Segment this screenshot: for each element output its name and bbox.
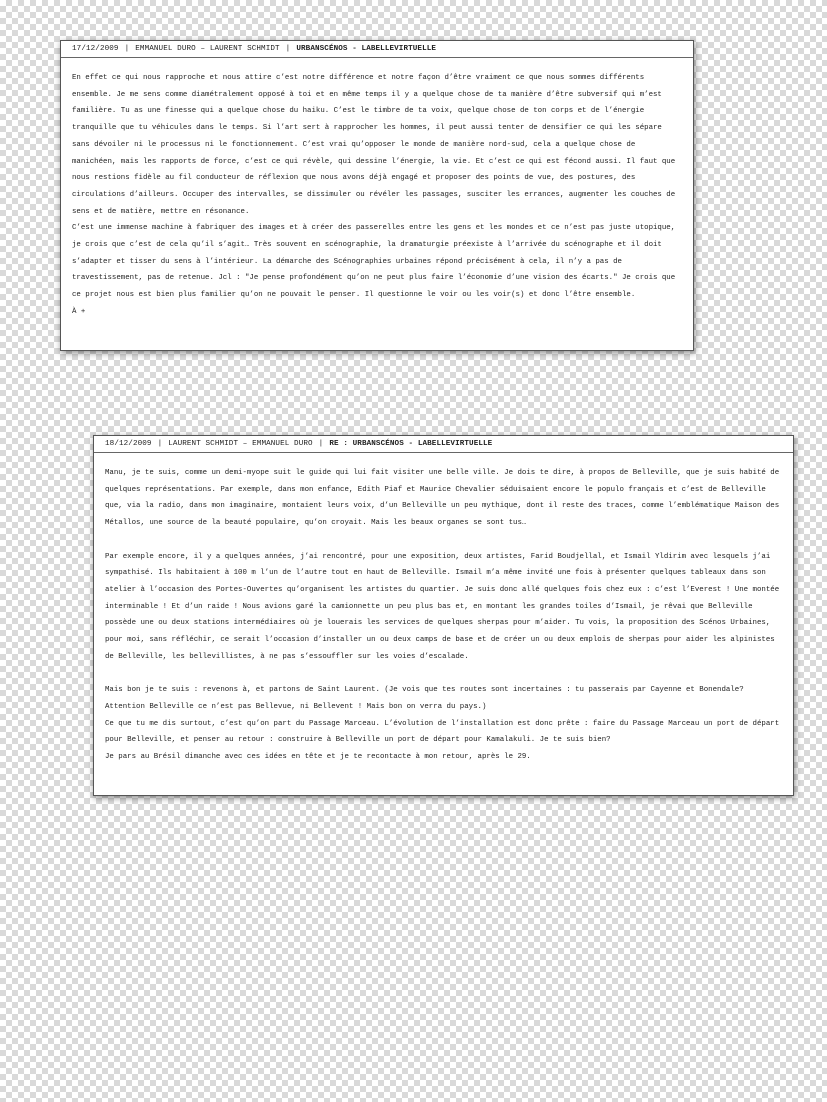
email-body	[61, 58, 693, 321]
email-recipient: LAURENT SCHMIDT	[209, 45, 280, 53]
email-paragraph: Par exemple encore, il y a quelques années, j’ai rencontré, pour une exposition, deux artistes, Farid Boudjellal, et Ismail Yldirim avec lesquels j’ai sympathisé. Ils habitaient à 100 m l’un de l’autre tout en haut de Belleville. Ismail m’a même invité une fois à présenter quelques tableaux dans son atelier à l’occasion des Portes-Ouvertes qu’organisent les artistes du quartier. Je suis donc allé quelques fois chez eux : c’est l’Everest ! Une montée interminable ! Et d’un raide ! Nous avions garé la camionnette un peu plus bas et, en montant les grandes toiles d’Ismail, je rêvai que Belleville possède une ou deux stations intermédiaires où je louerais les services de quelques sherpas pour m’aider. Tu vois, la proposition des Scénos Urbaines, pour moi, sans réfléchir, ce serait l’occasion d’installer un ou deux camps de base et de créer un ou deux emplois de sherpas pour aider les alpinistes de Belleville, les bellevillistes, à ne pas s’essouffler sur les voies d’escalade.	[105, 552, 780, 661]
email-sender: LAURENT SCHMIDT	[168, 440, 239, 448]
header-separator: |	[157, 440, 163, 448]
email-paragraph: Ce que tu me dis surtout, c’est qu’on part du Passage Marceau. L’évolution de l’installation est donc prête : faire du Passage Marceau un port de départ pour Belleville, et penser au retour : construire à Belleville un port de départ pour Kamalakuli. Je te suis bien?	[105, 719, 780, 745]
email-recipient: EMMANUEL DURO	[252, 440, 313, 448]
email-paragraph: Je pars au Brésil dimanche avec ces idées en tête et je te recontacte à mon retour, après le 29.	[105, 752, 531, 761]
email-date: 17/12/2009	[72, 45, 119, 53]
email-signoff: À +	[72, 307, 86, 316]
name-separator: –	[200, 45, 206, 53]
email-header	[61, 41, 693, 58]
email-subject: URBANSCÉNOS - LABELLEVIRTUELLE	[296, 45, 437, 53]
email-subject: RE : URBANSCÉNOS - LABELLEVIRTUELLE	[329, 440, 493, 448]
email-card	[93, 435, 794, 796]
header-separator: |	[124, 45, 130, 53]
email-paragraph: En effet ce qui nous rapproche et nous attire c’est notre différence et notre façon d’être vraiment ce que nous sommes différents ensemble. Je me sens comme diamétralement opposé à toi et en même temps il y a quelque chose de ta manière d’être subversif qui m’est familière. Tu as une finesse qui a quelque chose du haiku. C’est le timbre de ta voix, quelque chose de ton corps et de l’énergie tranquille que tu véhicules dans le temps. Si l’art sert à rapprocher les hommes, il peut aussi tenter de densifier ce qui les sépare sans dévoiler ni le processus ni le fonctionnement. C’est vrai qu’opposer le monde de manière nord-sud, cela a quelque chose de manichéen, mais les rapports de force, c’est ce qui révèle, qui dessine l’énergie, la vie. Et c’est ce qui est fécond aussi. Il faut que nous restions fidèle au fil conducteur de réflexion que nous avons déjà engagé et proposer des points de vue, des postures, des circulations d’ailleurs. Occuper des intervalles, se dissimuler ou révéler les passages, susciter les errances, augmenter les couches de sens et de matière, mettre en résonance.	[72, 74, 676, 216]
email-sender: EMMANUEL DURO	[135, 45, 196, 53]
email-date: 18/12/2009	[105, 440, 152, 448]
email-body	[94, 453, 793, 766]
header-separator: |	[285, 45, 291, 53]
email-paragraph: Mais bon je te suis : revenons à, et partons de Saint Laurent. (Je vois que tes routes sont incertaines : tu passerais par Cayenne et Bonendale? Attention Belleville ce n’est pas Bellevue, ni Bellevent ! Mais bon on verra du pays.)	[105, 686, 744, 711]
header-separator: |	[318, 440, 324, 448]
email-paragraph: Manu, je te suis, comme un demi-myope suit le guide qui lui fait visiter une belle ville. Je dois te dire, à propos de Belleville, que je suis habité de quelques représentations. Par exemple, dans mon enfance, Edith Piaf et Maurice Chevalier séduisaient encore le populo français et c’est de Belleville que, via la radio, dans mon imaginaire, montaient leurs voix, d’un Belleville un peu mythique, dont il reste des traces, comme l’emblématique Maison des Métallos, une source de la beauté populaire, qu’on croyait. Mais les beaux organes se sont tus…	[105, 469, 780, 528]
email-paragraph: C’est une immense machine à fabriquer des images et à créer des passerelles entre les gens et les mondes et ce n’est pas juste utopique, je crois que c’est de cela qu’il s’agit… Très souvent en scénographie, la dramaturgie préexiste à l’arrivée du scénographe et il doit s’adapter et tisser du sens à l’intérieur. La démarche des Scénographies urbaines répond précisément à cela, il n’y a pas de travestissement, pas de retenue. Jcl : "Je pense profondément qu’on ne peut plus faire l’économie d’une vision des écarts." Je crois que ce projet nous est bien plus familier qu’on ne pouvait le penser. Il questionne le voir ou les voir(s) et donc l’être ensemble.	[72, 224, 676, 300]
email-card	[60, 40, 694, 351]
name-separator: –	[242, 440, 248, 448]
email-header	[94, 436, 793, 453]
